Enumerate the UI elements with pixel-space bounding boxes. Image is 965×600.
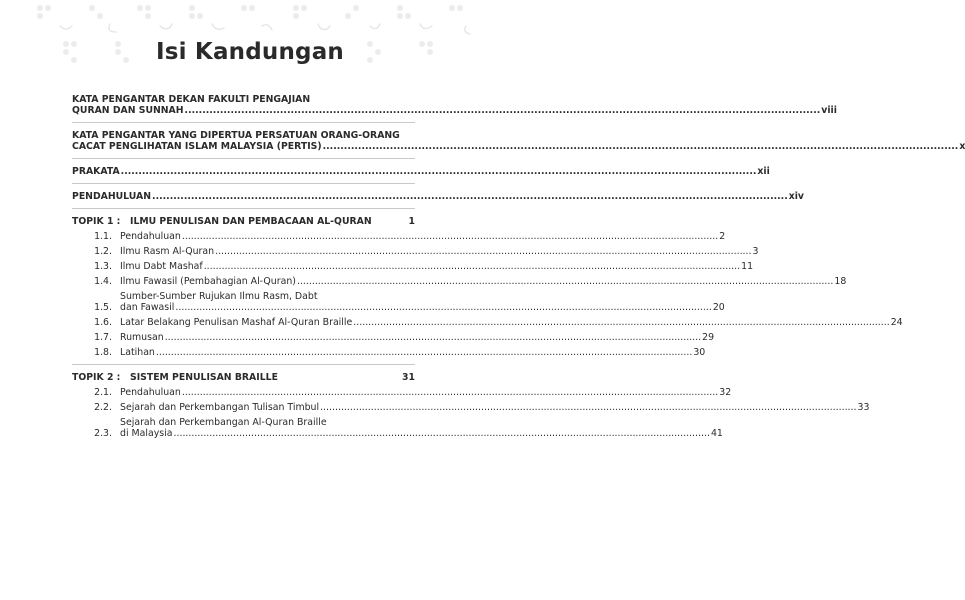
page-title: Isi Kandungan — [155, 39, 345, 65]
item-number: 1.5. — [94, 302, 112, 313]
item-title: Ilmu Rasm Al-Quran — [120, 246, 215, 257]
entry-title-line1: KATA PENGANTAR YANG DIPERTUA PERSATUAN ORANG-ORANG — [72, 130, 400, 141]
topic-number: TOPIK 1 : — [72, 216, 121, 227]
item-number: 1.1. — [94, 231, 112, 242]
dot-leader — [182, 387, 718, 398]
item-number: 1.3. — [94, 261, 112, 272]
entry-title-line2: CACAT PENGLIHATAN ISLAM MALAYSIA (PERTIS) — [72, 141, 322, 152]
dot-leader — [152, 191, 788, 202]
toc-item — [72, 387, 732, 398]
item-number: 1.8. — [94, 347, 112, 358]
front-matter-entry — [72, 191, 804, 209]
topic-title: ILMU PENULISAN DAN PEMBACAAN AL-QURAN — [130, 216, 372, 227]
item-number: 2.3. — [94, 428, 112, 439]
topic-section — [72, 372, 870, 439]
page-number: 29 — [702, 332, 715, 343]
page-number: xii — [757, 166, 770, 177]
page-number: 41 — [710, 428, 723, 439]
toc-item — [72, 332, 715, 343]
topic-heading — [72, 372, 415, 383]
page-number: x — [959, 141, 965, 152]
item-number: 2.2. — [94, 402, 112, 413]
dot-leader — [174, 428, 710, 439]
topic-title: SISTEM PENULISAN BRAILLE — [130, 372, 278, 383]
page-number: 32 — [719, 387, 732, 398]
front-matter-entry — [72, 166, 770, 184]
item-title-line1: Sumber-Sumber Rujukan Ilmu Rasm, Dabt — [120, 291, 318, 302]
item-title: Pendahuluan — [120, 387, 181, 398]
item-title-line2: dan Fawasil — [120, 302, 175, 313]
page-number: 11 — [741, 261, 754, 272]
toc-item — [72, 231, 726, 242]
item-title: Pendahuluan — [120, 231, 181, 242]
entry-title: PRAKATA — [72, 166, 120, 177]
front-matter-entry — [72, 94, 837, 123]
item-title-line2: di Malaysia — [120, 428, 173, 439]
toc-item — [72, 417, 723, 439]
topic-section — [72, 216, 903, 365]
dot-leader — [320, 402, 856, 413]
page-number: 3 — [752, 246, 759, 257]
item-title: Latar Belakang Penulisan Mashaf Al-Quran Braille — [120, 317, 353, 328]
dot-leader — [156, 347, 692, 358]
toc-item — [72, 347, 706, 358]
dot-leader — [297, 276, 833, 287]
toc-item — [72, 246, 759, 257]
topic-heading — [72, 216, 415, 227]
page-number: 18 — [834, 276, 847, 287]
toc-item — [72, 261, 754, 272]
item-number: 2.1. — [94, 387, 112, 398]
topic-number: TOPIK 2 : — [72, 372, 121, 383]
page-number: 30 — [693, 347, 706, 358]
dot-leader — [215, 246, 751, 257]
table-of-contents — [72, 94, 965, 439]
toc-item — [72, 291, 725, 313]
item-number: 1.6. — [94, 317, 112, 328]
toc-item — [72, 276, 847, 287]
page-number: 20 — [712, 302, 725, 313]
entry-title: PENDAHULUAN — [72, 191, 152, 202]
page-number: 2 — [719, 231, 726, 242]
entry-title-line2: QURAN DAN SUNNAH — [72, 105, 184, 116]
dot-leader — [353, 317, 889, 328]
front-matter-entry — [72, 130, 965, 159]
dot-leader — [175, 302, 711, 313]
page-number: 24 — [890, 317, 903, 328]
page-number: xiv — [788, 191, 804, 202]
toc-item — [72, 317, 903, 328]
entry-title-line1: KATA PENGANTAR DEKAN FAKULTI PENGAJIAN — [72, 94, 311, 105]
item-title: Latihan — [120, 347, 155, 358]
item-title-line1: Sejarah dan Perkembangan Al-Quran Braille — [120, 417, 327, 428]
page-number: 33 — [857, 402, 870, 413]
dot-leader — [182, 231, 718, 242]
item-title: Sejarah dan Perkembangan Tulisan Timbul — [120, 402, 320, 413]
page-number: viii — [821, 105, 837, 116]
toc-item — [72, 402, 870, 413]
item-number: 1.7. — [94, 332, 112, 343]
item-title: Ilmu Dabt Mashaf — [120, 261, 203, 272]
item-title: Rumusan — [120, 332, 164, 343]
item-number: 1.4. — [94, 276, 112, 287]
item-number: 1.2. — [94, 246, 112, 257]
dot-leader — [121, 166, 757, 177]
page-number: 31 — [402, 372, 415, 383]
dot-leader — [204, 261, 740, 272]
dot-leader — [185, 105, 821, 116]
page-number: 1 — [408, 216, 415, 227]
dot-leader — [323, 141, 959, 152]
item-title: Ilmu Fawasil (Pembahagian Al-Quran) — [120, 276, 296, 287]
dot-leader — [165, 332, 701, 343]
